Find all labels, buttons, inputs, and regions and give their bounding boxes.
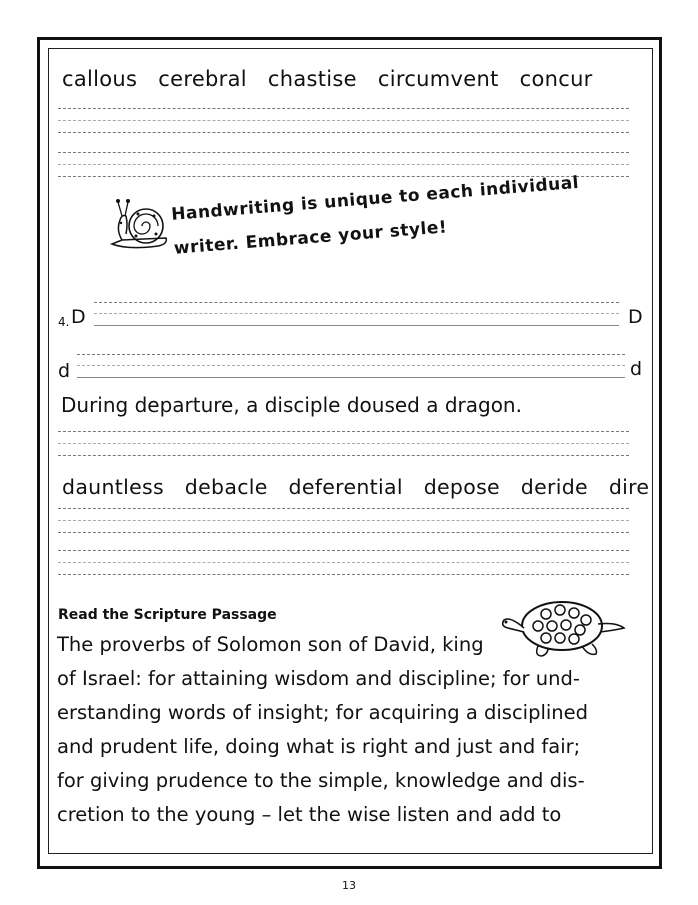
practice-word: depose [423,475,500,499]
practice-word: dauntless [62,475,164,499]
note-line-2: writer. Embrace your style! [173,217,448,259]
passage-line: cretion to the young – let the wise listen and add to [57,803,562,826]
passage-line: The proverbs of Solomon son of David, king [57,633,484,656]
practice-word: deride [520,475,588,499]
note-line-1: Handwriting is unique to each individual [170,172,580,225]
practice-word: dire [608,475,650,499]
practice-word: debacle [184,475,268,499]
lowercase-letter-start: d [58,360,71,382]
passage-line: for giving prudence to the simple, knowledge and dis- [57,769,585,792]
scripture-passage [57,628,637,832]
page-number: 13 [342,879,356,892]
practice-word: callous [62,67,138,91]
word-row-c [62,67,607,91]
uppercase-letter-start: D [71,306,86,328]
exercise-number: 4. [58,315,70,329]
passage-line: erstanding words of insight; for acquiring a disciplined [57,701,589,724]
word-row-d [62,475,649,499]
passage-line: and prudent life, doing what is right and just and fair; [57,735,581,758]
practice-word: deferential [288,475,403,499]
scripture-title: Read the Scripture Passage [58,607,277,623]
uppercase-letter-end: D [628,306,643,328]
practice-sentence: During departure, a disciple doused a dragon. [61,393,522,417]
lowercase-letter-end: d [630,358,643,380]
snail-icon [108,194,172,254]
practice-word: cerebral [158,67,247,91]
practice-word: chastise [267,67,357,91]
practice-word: concur [519,67,593,91]
passage-line: of Israel: for attaining wisdom and discipline; for und- [57,667,580,690]
practice-word: circumvent [377,67,499,91]
